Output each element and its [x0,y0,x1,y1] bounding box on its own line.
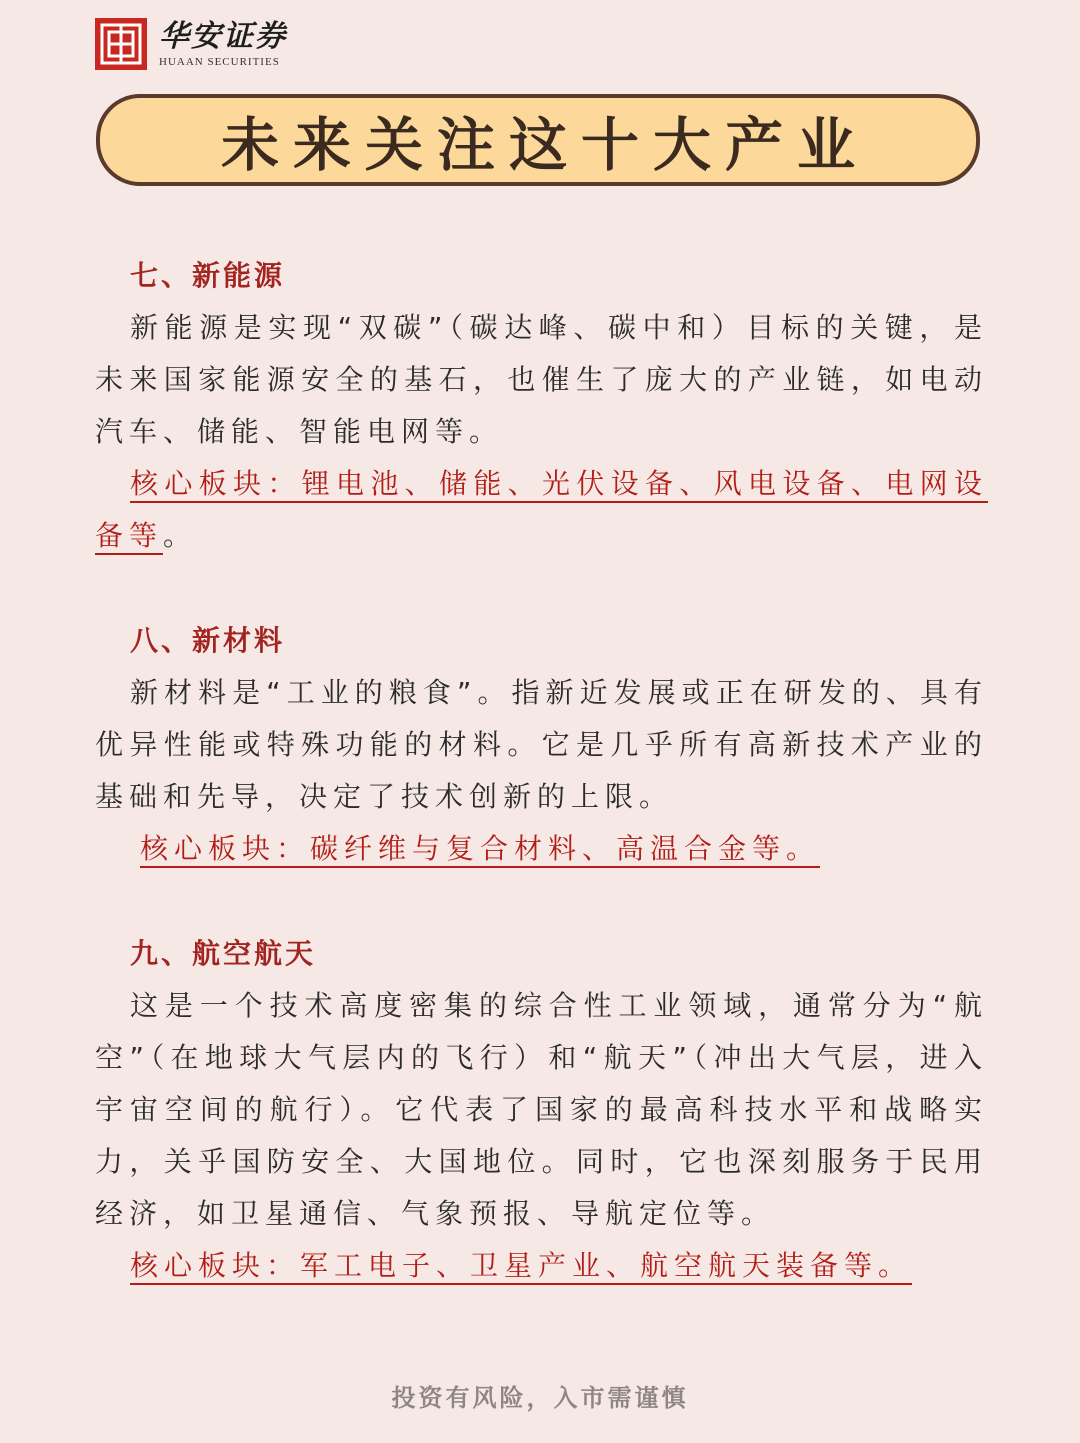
section-aerospace [95,934,988,1292]
section-body: 新材料是“工业的粮食”。指新近发展或正在研发的、具有优异性能或特殊功能的材料。它是几乎所有高新技术产业的基础和先导，决定了技术创新的上限。 [95,676,988,813]
section-heading: 八、新材料 [130,624,286,657]
section-heading: 七、新能源 [130,259,286,292]
risk-disclaimer: 投资有风险，入市需谨慎 [391,1384,689,1412]
core-sectors-end: 。 [163,519,198,552]
section-new-energy [95,256,988,562]
core-sectors-text: 核心板块：碳纤维与复合材料、高温合金等。 [140,832,821,865]
section-body: 新能源是实现“双碳”（碳达峰、碳中和）目标的关键，是未来国家能源安全的基石，也催生了庞大的产业链，如电动汽车、储能、智能电网等。 [95,311,988,448]
brand-name-cn: 华安证券 [159,18,287,54]
section-heading: 九、航空航天 [130,937,317,970]
core-sectors [95,458,988,562]
section-body: 这是一个技术高度密集的综合性工业领域，通常分为“航空”（在地球大气层内的飞行）和“航天”（冲出大气层，进入宇宙空间的航行）。它代表了国家的最高科技水平和战略实力，关乎国防安全、大国地位。同时，它也深刻服务于民用经济，如卫星通信、气象预报、导航定位等。 [95,989,988,1230]
brand-name-en: HUAAN SECURITIES [159,55,280,68]
seal-icon [95,18,147,70]
page-title: 未来关注这十大产业 [220,111,869,179]
brand-logo [95,18,287,70]
title-banner [96,94,980,186]
core-sectors-text: 核心板块：锂电池、储能、光伏设备、风电设备、电网设备等 [95,467,988,552]
core-sectors-text: 核心板块：军工电子、卫星产业、航空航天装备等。 [130,1249,913,1282]
section-new-materials [95,621,988,875]
core-sectors [95,1240,988,1292]
core-sectors [95,823,988,875]
